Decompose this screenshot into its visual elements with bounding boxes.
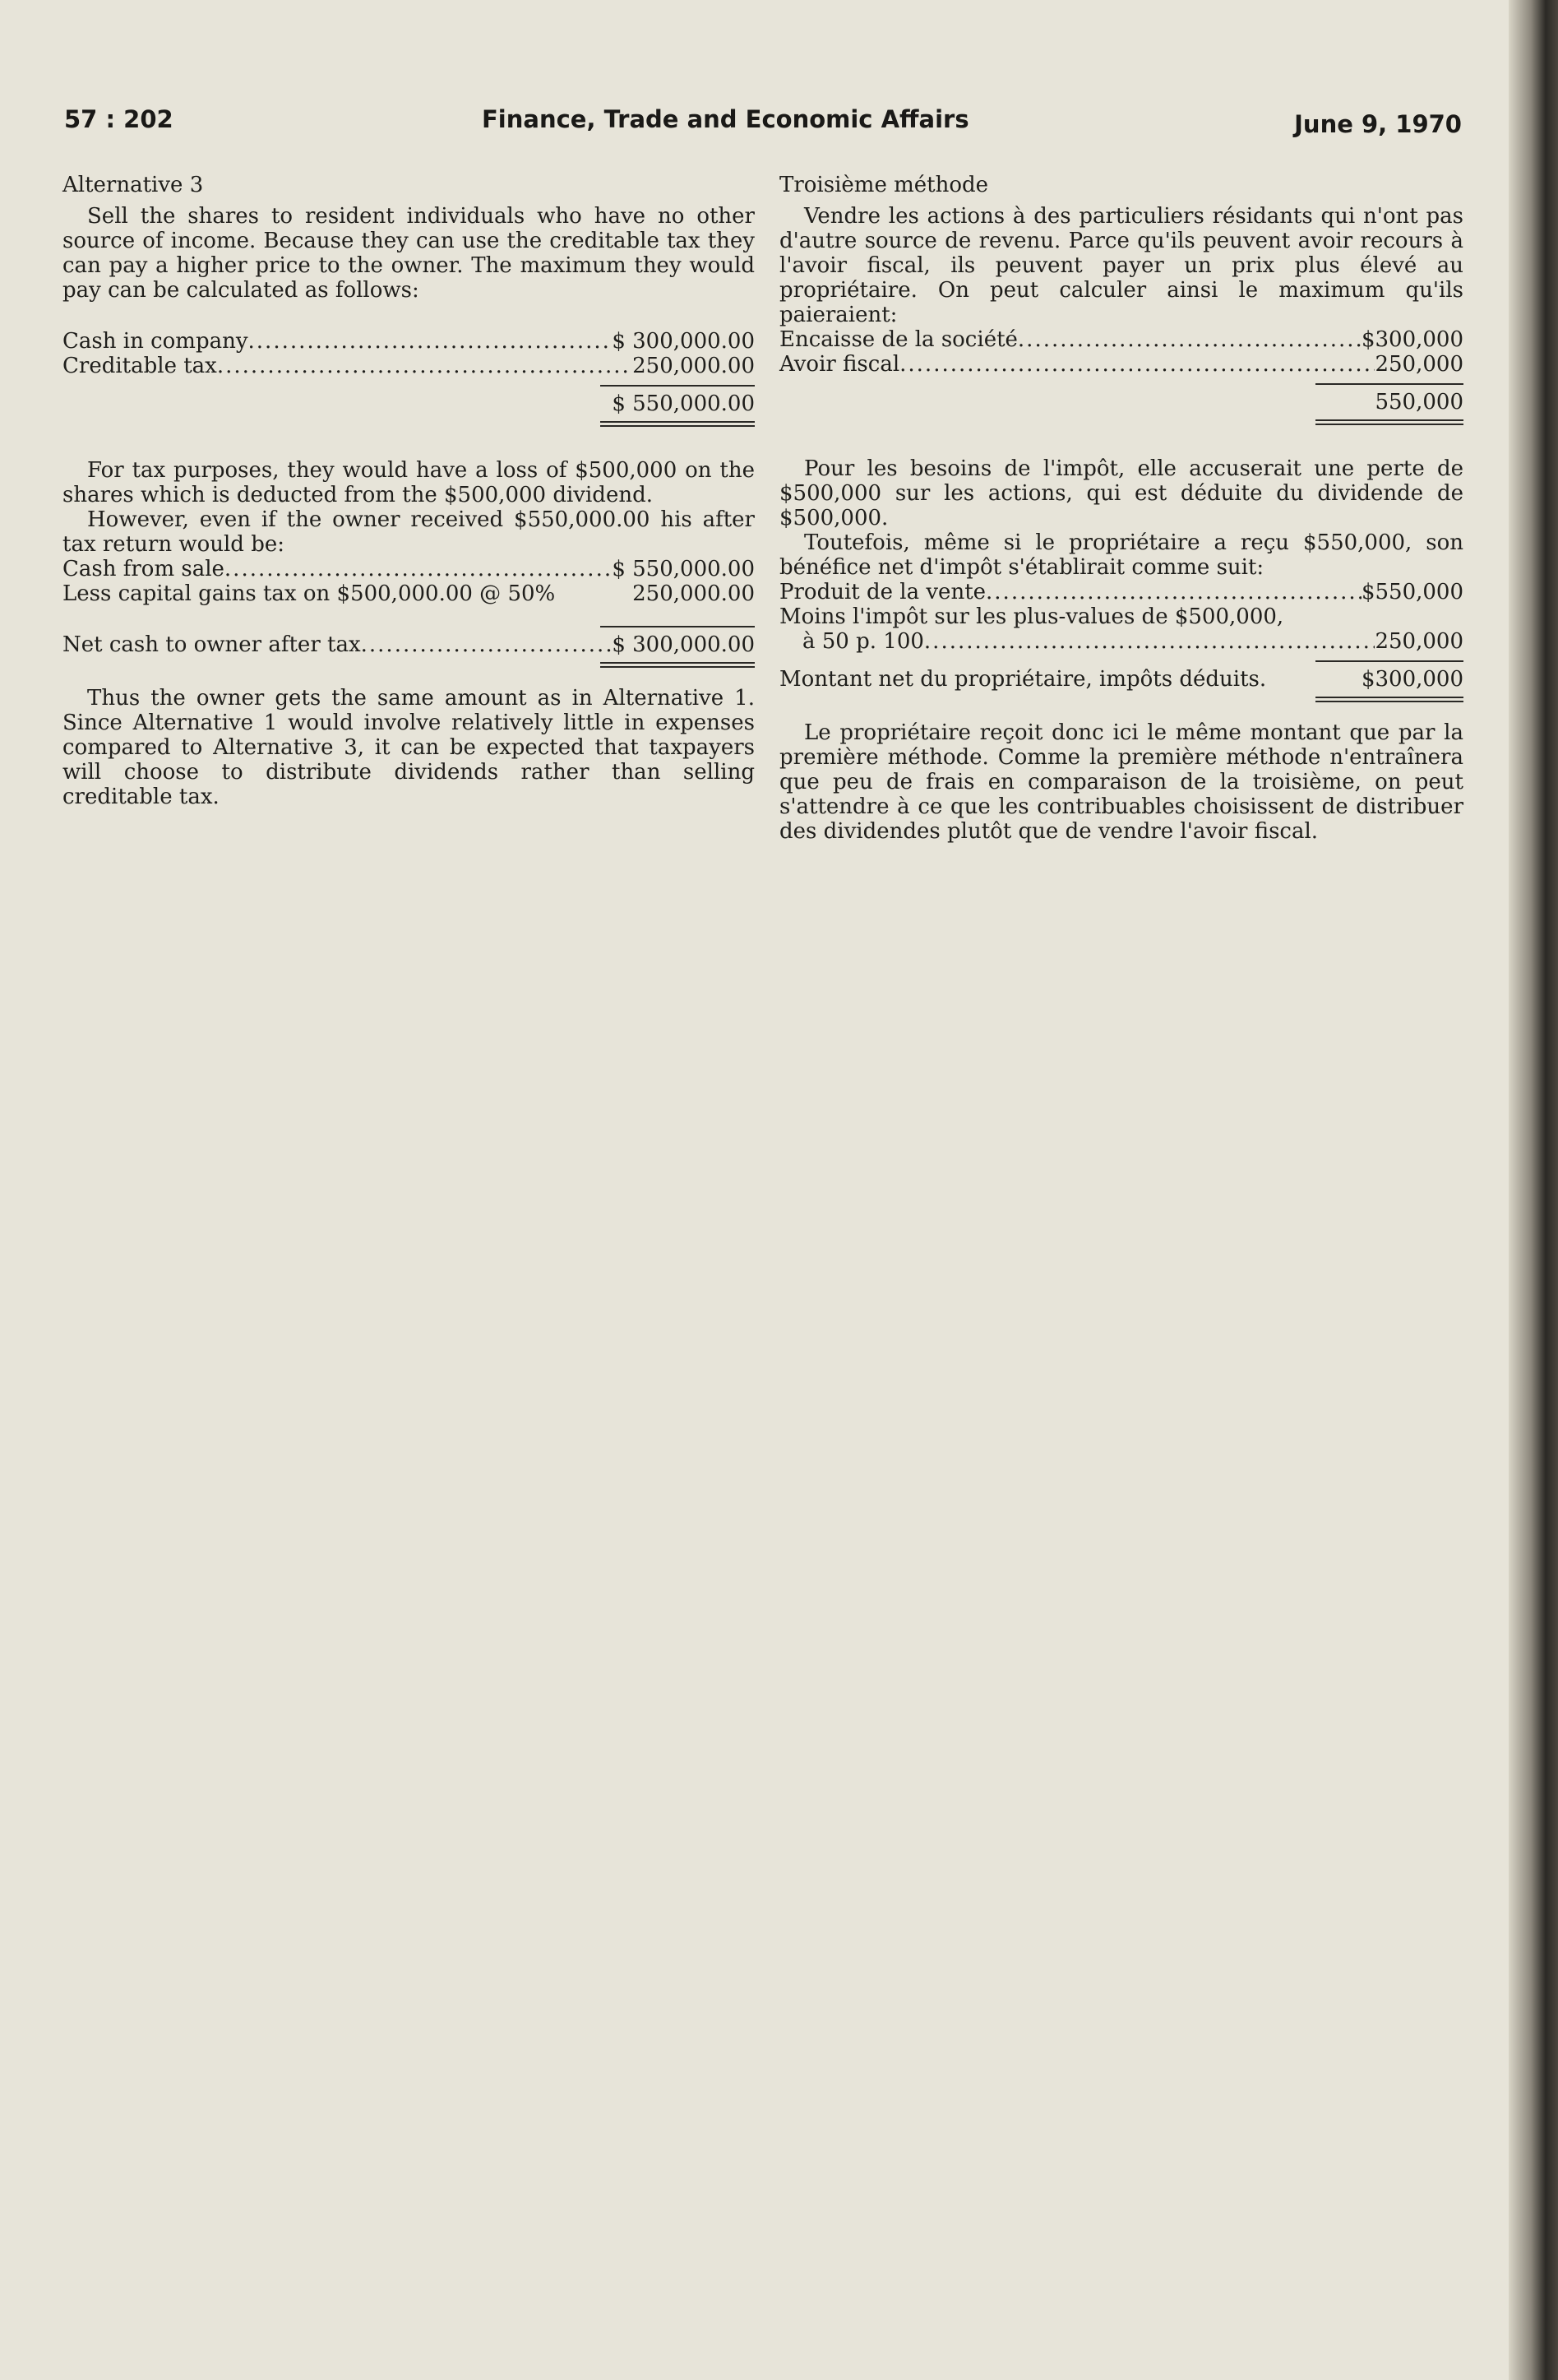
total-double-rule <box>1315 697 1463 702</box>
french-intro-paragraph: Vendre les actions à des particuliers résidants qui n'ont pas d'autre source de revenu. Parce qu'ils peuvent avoir recours à l'avoir fiscal, ils peuvent payer un prix plus élevé au propriétaire. On peut calculer ainsi le maximum qu'ils paieraient: <box>779 204 1463 327</box>
row-label: Net cash to owner after tax <box>62 632 361 657</box>
leader-dots <box>361 632 613 657</box>
english-table2-row <box>62 557 755 581</box>
row-label: Produit de la vente <box>779 580 987 604</box>
french-table1-row <box>779 352 1463 377</box>
english-intro-paragraph: Sell the shares to resident individuals who have no other source of income. Because they can use the creditable tax they can pay a higher price to the owner. The maximum they would pay can be calculated as follows: <box>62 204 755 303</box>
leader-dots <box>1018 327 1362 352</box>
row-amount: $ 550,000.00 <box>612 557 755 581</box>
leader-dots <box>217 354 632 378</box>
total-double-rule <box>1315 419 1463 425</box>
total-double-rule <box>600 662 755 668</box>
french-section-heading: Troisième méthode <box>779 173 989 197</box>
french-however-paragraph: Toutefois, même si le propriétaire a reçu $550,000, son bénéfice net d'impôt s'établirait comme suit: <box>779 530 1463 580</box>
page-header <box>64 105 1462 146</box>
leader-dots <box>224 557 612 581</box>
row-label: à 50 p. 100 <box>802 629 924 654</box>
total-double-rule <box>600 421 755 427</box>
french-table2-row-cont <box>779 629 1463 654</box>
english-section-heading: Alternative 3 <box>62 173 204 197</box>
row-label: Creditable tax <box>62 354 217 378</box>
row-amount: $300,000 <box>1361 327 1463 352</box>
leader-dots <box>899 352 1375 377</box>
row-amount: $ 300,000.00 <box>612 632 755 657</box>
sum-rule <box>1315 383 1463 385</box>
english-table1-row <box>62 354 755 378</box>
row-amount: $300,000 <box>1361 667 1463 692</box>
row-label: Cash from sale <box>62 557 224 581</box>
english-net-row <box>62 632 755 657</box>
english-table1-total: $ 550,000.00 <box>612 391 755 416</box>
row-amount: 250,000 <box>1375 629 1463 654</box>
header-date: June 9, 1970 <box>1294 110 1462 138</box>
french-loss-paragraph: Pour les besoins de l'impôt, elle accuserait une perte de $500,000 sur les actions, qui est déduite du dividende de $500,000. <box>779 456 1463 530</box>
french-table1-total: 550,000 <box>1375 390 1463 414</box>
row-label: Montant net du propriétaire, impôts déduits. <box>779 667 1267 692</box>
running-title: Finance, Trade and Economic Affairs <box>482 105 969 133</box>
row-amount: 250,000.00 <box>632 581 755 606</box>
french-table1-row <box>779 327 1463 352</box>
french-table2-row <box>779 604 1463 629</box>
english-conclusion-paragraph: Thus the owner gets the same amount as in Alternative 1. Since Alternative 1 would involve relatively little in expenses compared to Alternative 3, it can be expected that taxpayers will choose to distribute dividends rather than selling creditable tax. <box>62 686 755 809</box>
row-label: Avoir fiscal <box>779 352 900 377</box>
leader-dots <box>248 329 613 354</box>
french-table2-row <box>779 580 1463 604</box>
french-net-row <box>779 667 1463 692</box>
english-table2-row <box>62 581 755 606</box>
english-table1-row <box>62 329 755 354</box>
sum-rule <box>600 385 755 387</box>
page-number: 57 : 202 <box>64 105 173 133</box>
page-binding-shadow <box>1509 0 1558 2380</box>
row-amount: $550,000 <box>1361 580 1463 604</box>
leader-dots <box>986 580 1362 604</box>
row-label: Cash in company <box>62 329 248 354</box>
row-amount: $ 300,000.00 <box>612 329 755 354</box>
french-column <box>779 173 1463 844</box>
english-column <box>62 173 755 809</box>
row-label: Moins l'impôt sur les plus-values de $500,000, <box>779 604 1284 629</box>
sum-rule <box>1315 660 1463 662</box>
leader-dots <box>924 629 1375 654</box>
sum-rule <box>600 626 755 627</box>
english-however-paragraph: However, even if the owner received $550,000.00 his after tax return would be: <box>62 507 755 557</box>
row-amount: 250,000 <box>1375 352 1463 377</box>
english-loss-paragraph: For tax purposes, they would have a loss of $500,000 on the shares which is deducted from the $500,000 dividend. <box>62 458 755 507</box>
french-conclusion-paragraph: Le propriétaire reçoit donc ici le même montant que par la première méthode. Comme la première méthode n'entraînera que peu de frais en comparaison de la troisième, on peut s'attendre à ce que les contribuables choisissent de distribuer des dividendes plutôt que de vendre l'avoir fiscal. <box>779 720 1463 844</box>
row-amount: 250,000.00 <box>632 354 755 378</box>
row-label: Encaisse de la société <box>779 327 1018 352</box>
row-label: Less capital gains tax on $500,000.00 @ 50% <box>62 581 556 606</box>
